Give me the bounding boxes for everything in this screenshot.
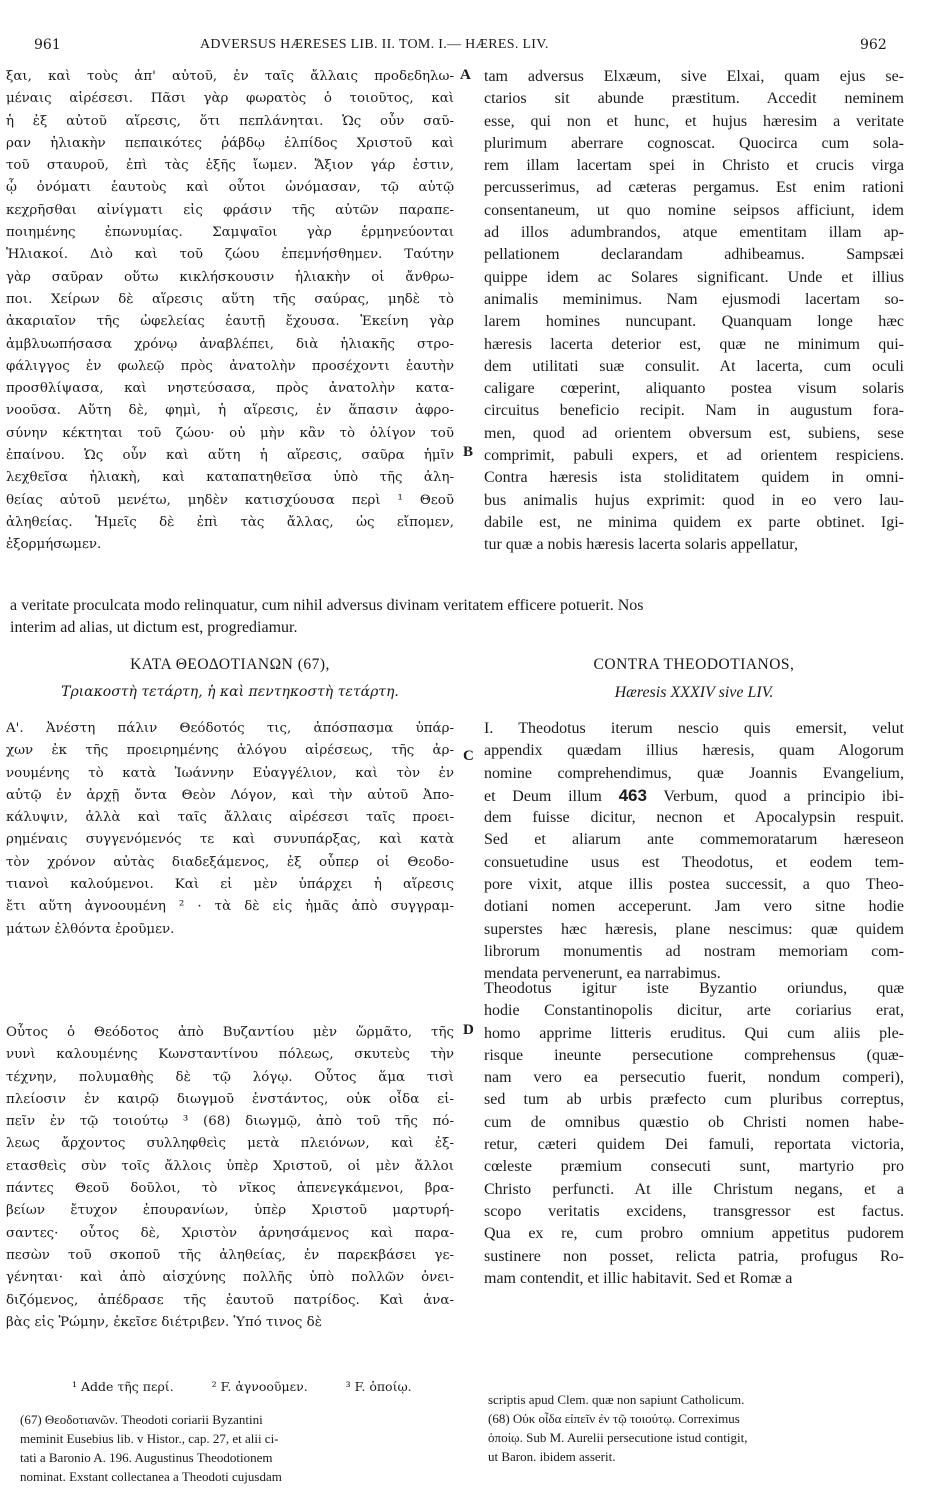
greek-text-line: χων ἐκ τῆς προειρημένης ἀλόγου αἱρέσεως, τῆς ἀρ- — [6, 743, 454, 759]
greek-text-line: λεχθεῖσα ἡλιακὴ, καὶ καταπατηθεῖσα ὑπὸ τῆς ἀλη- — [6, 470, 454, 486]
greek-section-1 — [6, 718, 454, 941]
greek-text-line: Οὗτος ὁ Θεόδοτος ἀπὸ Βυζαντίου μὲν ὥρμᾶτο, τῆς — [6, 1025, 454, 1040]
full-width-text — [10, 595, 906, 639]
latin-text-line: circuitus beneficio recipit. Nam in augustum fora- — [484, 402, 904, 420]
latin-text-line: Theodotus igitur iste Byzantio oriundus, quæ — [484, 980, 904, 997]
greek-text-line: προσθλίψασα, καὶ νηστεύσασα, πρὸς ἀνατολὴν κατα- — [6, 381, 454, 397]
latin-text-line: pellationem declarandam adhibeamus. Sampsæi — [484, 246, 904, 264]
latin-text-line: Contra hæresis ista stoliditatem quidem in omni- — [484, 469, 904, 487]
latin-text-line: consentaneum, ut quo nomine seipsos afficiunt, idem — [484, 201, 904, 219]
latin-text-line: Qua ex re, cum probro omnium appetitus pudorem — [484, 1225, 904, 1243]
latin-text-line: Sed et aliarum ante commemoratarum hæreseon — [484, 831, 904, 849]
greek-text-line: διζόμενος, ἀπέδρασε τῆς ἑαυτοῦ πατρίδος. Καὶ ἀνα- — [6, 1292, 454, 1308]
latin-section-title: CONTRA THEODOTIANOS, — [593, 656, 795, 673]
latin-text-line: animalis meminimus. Nam ejusmodi lacertam so- — [484, 290, 904, 308]
greek-text-line: νουμένης τὸ κατὰ Ἰωάννην Εὐαγγέλιον, καὶ τὸν ἐν — [6, 765, 454, 781]
latin-text-line: et Deum illum 463 Verbum, quod a principio ibi- — [484, 785, 904, 805]
column-number: 463 — [618, 785, 647, 805]
greek-text-line: βείων ἔτυχον ἐπουρανίων, ὑπὲρ Χριστοῦ μαρτυρή- — [6, 1203, 454, 1219]
latin-text-line: ad illos adumbrandos, atque ementitam illam ap- — [484, 224, 904, 242]
greek-text-line: πάντες Θεοῦ δοῦλοι, τὸ νῖκος ἀπενεγκάμενοι, βρα- — [6, 1181, 454, 1197]
footnotes-right — [488, 1390, 908, 1466]
greek-text-line: ξαι, καὶ τοὺς ἀπ' αὐτοῦ, ἐν ταῖς ἄλλαις προδεδηλω- — [6, 69, 454, 84]
greek-text-line: θείας αὐτοῦ μενέτω, μηδὲν κατισχύουσα περὶ ¹ Θεοῦ — [6, 492, 454, 508]
greek-section-subtitle: Τριακοστὴ τετάρτη, ἡ καὶ πεντηκοστὴ τετάρτη. — [61, 684, 399, 700]
latin-text-line: consuetudine usus est Theodotus, et eodem tem- — [484, 853, 904, 871]
greek-text-line: ετασθεὶς σὺν τοῖς ἄλλοις ὑπὲρ Χριστοῦ, οἱ μὲν ἄλλοι — [6, 1158, 454, 1174]
greek-section-title: ΚΑΤΑ ΘΕΟΔΟΤΙΑΝΩΝ (67), — [130, 656, 330, 673]
latin-text-line: mendata pervenerunt, ea narrabimus. — [484, 965, 721, 983]
page-number-right: 962 — [860, 37, 887, 53]
latin-section-subtitle: Hæresis XXXIV sive LIV. — [614, 684, 774, 701]
greek-text-line: γένηται· καὶ ἀπὸ αἰσχύνης πολλῆς ὑπὸ πολλῶν ὀνει- — [6, 1270, 454, 1286]
greek-text-line: μέναις αἱρέσεσι. Πᾶσι γὰρ φωρατὸς ὁ τοιοῦτος, καὶ — [6, 91, 454, 107]
latin-text-line: librorum monumentis ad nostram memoriam com- — [484, 942, 904, 960]
greek-text-line: ρημέναις συγγενόμενός τε καὶ συνυπάρξας, καὶ κατὰ — [6, 832, 454, 848]
greek-text-line: ἐπαίνου. Ὡς οὖν καὶ αὕτη ἡ αἵρεσις, σαῦρα ἡμῖν — [6, 448, 454, 464]
latin-text-line: homo apprime litteris eruditus. Qui cum aliis ple- — [484, 1024, 904, 1042]
greek-text-line: λεως ἄρχοντος συλληφθεὶς μετὰ πλειόνων, καὶ ἐξ- — [6, 1136, 454, 1152]
latin-text-line: sed tum ab urbis præfecto cum pluribus correptus, — [484, 1091, 904, 1109]
margin-marker-a: A — [460, 67, 471, 83]
greek-text-line: ἔτι αὕτη ἀγνοουμένη ² · τὰ δὲ εἰς ἡμᾶς ἀπὸ συγγραμ- — [6, 899, 454, 915]
greek-text-line: τιανοὶ καλούμενοι. Καὶ εἰ μὲν ὑπάρχει ἡ αἵρεσις — [6, 877, 454, 893]
greek-text-line: σύνην κέκτηται τοῦ ζώου· οὐ μὴν κἂν τὸ ὀλίγον τοῦ — [6, 425, 454, 441]
latin-text-line: pore vixit, atque illis postea successit, a quo Theo- — [484, 876, 904, 894]
greek-text-line: πεῖν ἐν τῷ τοιούτῳ ³ (68) διωγμῷ, ἀπὸ τοῦ τῆς πό- — [6, 1114, 454, 1130]
greek-section-2 — [6, 1022, 454, 1334]
greek-text-line: Α'. Ἀνέστη πάλιν Θεόδοτός τις, ἀπόσπασμα ὑπάρ- — [6, 721, 454, 736]
greek-text-line: ἐξορμήσωμεν. — [6, 537, 102, 553]
greek-text-line: γὰρ σαῦραν οὕτω κικλήσκουσιν ἡλιακὴν οἱ ἄνθρω- — [6, 269, 454, 285]
latin-text-line: hæresis lacerta deterior est, quæ ne minimum qui- — [484, 335, 904, 353]
latin-text-line: tur quæ a nobis hæresis lacerta solaris appellatur, — [484, 536, 798, 554]
greek-text-line: ποι. Χείρων δὲ αἵρεσις αὕτη τῆς σαύρας, μηδὲ τὸ — [6, 291, 454, 307]
footnotes-left — [20, 1410, 460, 1486]
latin-text-line: tam adversus Elxæum, sive Elxai, quam ejus se- — [484, 68, 904, 85]
greek-text-line: ἀμβλυωπήσασα χρόνῳ ἀναβλέπει, διὰ ἡλιακῆς στρο- — [6, 336, 454, 352]
latin-text-line: ctarios sit abunde præstitum. Accedit neminem — [484, 90, 904, 108]
page-number-left: 961 — [34, 37, 61, 53]
critical-notes — [72, 1379, 446, 1394]
latin-text-line: comprimit, pabuli expers, et ad orientem respiciens. — [484, 447, 904, 465]
latin-text-line: bus animalis hujus exprimit: quod in eo vero lau- — [484, 491, 904, 509]
greek-text-line: νοοῦσα. Αὕτη δὲ, φημὶ, ἡ αἵρεσις, ἐν ἅπασιν ἀφρο- — [6, 403, 454, 419]
latin-text-line: plurimum aberrare cognoscat. Quocirca cum sola- — [484, 134, 904, 152]
latin-text-line: Christo perfuncti. At ille Christum negans, et a — [484, 1180, 904, 1198]
greek-text-line: αὐτῷ ἐν ἀρχῇ ὄντα Θεὸν Λόγον, καὶ τὴν αὐτοῦ Ἀπο- — [6, 787, 454, 803]
footnote-line: scriptis apud Clem. quæ non sapiunt Catholicum. — [488, 1392, 745, 1407]
margin-marker-c: C — [463, 748, 474, 764]
greek-text-line: μάτων ἐλθόντα ἐροῦμεν. — [6, 921, 175, 937]
latin-text-line: sustinere non posset, relicta patria, profugus Ro- — [484, 1247, 904, 1265]
full-width-line: a veritate proculcata modo relinquatur, cum nihil adversus divinam veritatem efficere potuerit. Nos — [10, 597, 644, 614]
latin-text-line: nomine comprehendimus, quæ Joannis Evangelium, — [484, 764, 904, 782]
latin-text-line: quippe idem ac Solares significant. Unde et illius — [484, 268, 904, 286]
critical-note: ¹ Adde τῆς περί. — [72, 1379, 174, 1394]
greek-column-top — [6, 66, 454, 557]
footnote-line: tati a Baronio A. 196. Augustinus Theodotionem — [20, 1450, 273, 1465]
latin-text-line: larem homines nuncupant. Quanquam longe hæc — [484, 313, 904, 331]
greek-text-line: ἀληθείας. Ἡμεῖς δὲ ἐπὶ τὰς ἄλλας, ὡς εἴπομεν, — [6, 514, 454, 530]
latin-text-line: men, quod ad orientem obversum est, subiens, sese — [484, 424, 904, 442]
margin-marker-b: B — [463, 444, 474, 460]
latin-section-1 — [484, 718, 904, 986]
latin-text-line: cœleste præmium consecuti sunt, martyrio pro — [484, 1158, 904, 1176]
latin-text-line: appendix quædam illius hæresis, quam Alogorum — [484, 742, 904, 760]
latin-text-line: mam contendit, et illic habitavit. Sed et Romæ a — [484, 1269, 793, 1287]
latin-text-line: hodie Constantinopolis dicitur, arte coriarius erat, — [484, 1002, 904, 1020]
running-title: ADVERSUS HÆRESES LIB. II. TOM. I.— HÆRES. LIV. — [200, 37, 549, 52]
greek-text-line: κεχρῆσθαι αἰνίγματι εἰς φράσιν τῆς αὐτῶν παραπε- — [6, 202, 454, 218]
latin-text-line: rem illam lacertam spei in Christo et crucis virga — [484, 157, 904, 175]
greek-text-line: φάλιγγος ἐν φωλεῷ πρὸς ἀνατολὴν προσέχοντι ἑαυτὴν — [6, 358, 454, 374]
latin-text-line: dabile est, ne minima quidem ex parte obtinet. Igi- — [484, 513, 904, 531]
footnote-line: (68) Οὐκ οἶδα εἰπεῖν ἐν τῷ τοιούτῳ. Correximus — [488, 1411, 740, 1426]
latin-text-line: scopo veritatis excidens, transgressor est factus. — [484, 1202, 904, 1220]
latin-text-line: I. Theodotus iterum nescio quis emersit, velut — [484, 720, 904, 737]
margin-marker-d: D — [463, 1022, 474, 1038]
latin-text-line: retur, cæteri quidem Dei famuli, reportata victoria, — [484, 1136, 904, 1154]
greek-text-line: τοῦ σταυροῦ, ἐπὶ τὰς ἑξῆς ἴωμεν. Ἄξιον γάρ ἐστιν, — [6, 158, 454, 174]
footnote-line: nominat. Exstant collectanea a Theodoti cujusdam — [20, 1469, 282, 1484]
latin-text-line: cum de omnibus quæstio ob Christi nomen habe- — [484, 1113, 904, 1131]
latin-text-line: superstes hæc hæresis, plane nescimus: quæ quidem — [484, 920, 904, 938]
latin-text-line: nam vero ea persecutio fuerit, nondum comperi), — [484, 1069, 904, 1087]
critical-note: ³ F. ὁποίῳ. — [345, 1379, 412, 1394]
latin-text-line: dotiani nomen acceperunt. Jam vero sitne hodie — [484, 898, 904, 916]
critical-note: ² F. ἀγνοοῦμεν. — [211, 1379, 308, 1394]
footnote-line: ut Baron. ibidem asserit. — [488, 1449, 616, 1464]
latin-text-line: dem fuisse dicitur, necnon et Apocalypsin respuit. — [484, 809, 904, 827]
latin-text-line: risque ineunte persecutione comprehensus (quæ- — [484, 1046, 904, 1064]
greek-text-line: ραν ἡλιακὴν πεπαικότες ῥάβδῳ ἐλπίδος Χριστοῦ καὶ — [6, 135, 454, 151]
greek-text-line: νυνὶ καλουμένης Κωνσταντίνου πόλεως, σκυτεὺς τὴν — [6, 1047, 454, 1063]
greek-text-line: σαντες· οὗτος δὲ, Χριστὸν ἀρνησάμενος καὶ παρα- — [6, 1225, 454, 1241]
greek-text-line: ἡ ἐξ αὐτοῦ αἵρεσις, ὅτι πεπλάνηται. Ὡς οὖν σαῦ- — [6, 113, 454, 129]
greek-text-line: πλείοσιν ἐν καιρῷ διωγμοῦ ἐνστάντος, οὐκ οἶδα εἰ- — [6, 1091, 454, 1107]
latin-section-2 — [484, 978, 904, 1290]
greek-text-line: τὸν χρόνον αὐτὰς διαδεξάμενος, ἐξ οὗπερ οἱ Θεοδο- — [6, 854, 454, 870]
latin-text-line: dem utilitati suæ consulit. At lacerta, cum oculi — [484, 357, 904, 375]
greek-text-line: ἀκαριαῖον τῆς ὠφελείας ἑαυτῇ ἔχουσα. Ἐκείνη γὰρ — [6, 314, 454, 330]
footnote-line: ὁποίῳ. Sub M. Aurelii persecutione istud contigit, — [488, 1430, 748, 1445]
greek-text-line: βὰς εἰς Ῥώμην, ἐκεῖσε διέτριβεν. Ὑπό τινος δὲ — [6, 1314, 322, 1330]
footnote-line: (67) Θεοδοτιανῶν. Theodoti coriarii Byzantini — [20, 1412, 263, 1427]
latin-text-line: esse, qui non et hunc, et hujus hæresim a veritate — [484, 112, 904, 130]
footnote-line: meminit Eusebius lib. v Histor., cap. 27, et alii ci- — [20, 1431, 279, 1446]
greek-text-line: κάλυψιν, ἀλλὰ καὶ ταῖς ἄλλαις αἱρέσεσι ταῖς προει- — [6, 810, 454, 826]
latin-column-top — [484, 66, 904, 557]
full-width-line: interim ad alias, ut dictum est, progrediamur. — [10, 619, 298, 636]
greek-text-line: πεσὼν τοῦ σκοποῦ τῆς ἀληθείας, ἐν παρεκβάσει γε- — [6, 1247, 454, 1263]
latin-text-line: percusserimus, ad cæteras pergamus. Est enim rationi — [484, 179, 904, 197]
greek-text-line: ποιημένης ἐπωνυμίας. Σαμψαῖοι γὰρ ἑρμηνεύονται — [6, 225, 454, 241]
greek-text-line: ᾧ ὀνόματι ἑαυτοὺς καὶ οὗτοι ὠνόμασαν, τῷ αὐτῷ — [6, 180, 454, 196]
greek-text-line: τέχνην, πολυμαθὴς δὲ τῷ λόγῳ. Οὗτος ἅμα τισὶ — [6, 1069, 454, 1085]
latin-text-line: caligare cœperint, aliquanto postea visum solaris — [484, 380, 904, 398]
greek-text-line: Ἡλιακοί. Διὸ καὶ τοῦ ζώου ἐπεμνήσθημεν. Ταύτην — [6, 247, 454, 263]
